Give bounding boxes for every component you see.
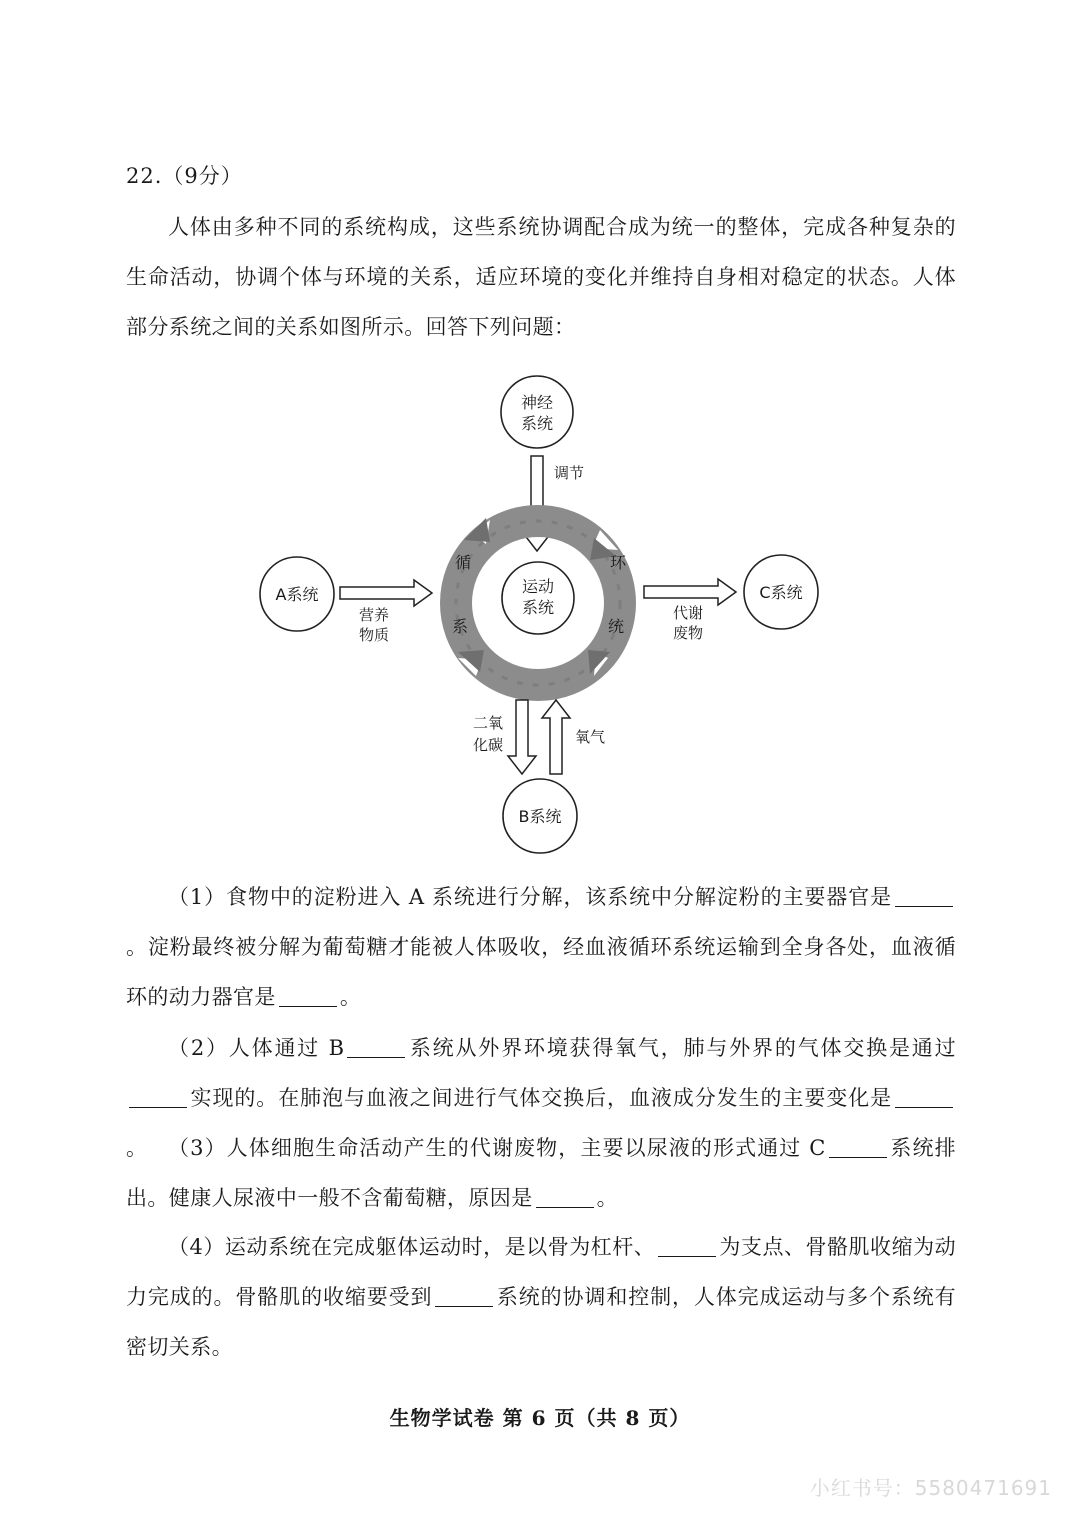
nervous-system-label-line1: 神经: [520, 393, 554, 412]
sub-question-3: [126, 1123, 956, 1223]
answer-blank[interactable]: [347, 1036, 405, 1058]
q1-text-a: （1）食物中的淀粉进入 A 系统进行分解，该系统中分解淀粉的主要器官是: [168, 885, 892, 909]
motor-system-label-line2: 系统: [521, 598, 555, 617]
regulate-label: 调节: [554, 464, 585, 482]
q3-text-b: 系统排出。健康人尿液中一般不含葡萄糖，原因是: [126, 1136, 956, 1210]
nervous-system-label-line2: 系统: [520, 414, 554, 433]
question-intro: 人体由多种不同的系统构成，这些系统协调配合成为统一的整体，完成各种复杂的生命活动，协调个体与环境的关系，适应环境的变化并维持自身相对稳定的状态。人体部分系统之间的关系如图所示。回答下列问题：: [126, 215, 956, 339]
sub-question-4: [126, 1222, 956, 1372]
answer-blank[interactable]: [829, 1136, 887, 1158]
oxygen-label: 氧气: [575, 728, 606, 746]
answer-blank[interactable]: [895, 1086, 953, 1108]
waste-label-line1: 代谢: [672, 604, 704, 622]
q4-text-c: 系统的协调和控制，人体完成运动与多个系统有密切关系。: [126, 1285, 956, 1359]
ring-char-1: 循: [454, 553, 472, 572]
nervous-system-circle: [501, 376, 573, 448]
q4-text-a: （4）运动系统在完成躯体运动时，是以骨为杠杆、: [168, 1235, 656, 1259]
answer-blank[interactable]: [536, 1186, 594, 1208]
ring-char-2: 环: [609, 553, 627, 572]
ring-char-4: 统: [607, 617, 625, 636]
nutrients-arrow: [340, 580, 432, 606]
answer-blank[interactable]: [279, 985, 337, 1007]
q2-text-a: （2）人体通过 B: [168, 1036, 345, 1060]
c-system-label: C系统: [759, 583, 803, 602]
watermark: 小红书号：5580471691: [809, 1476, 1052, 1500]
body-systems-diagram: [250, 370, 850, 860]
motor-system-label-line1: 运动: [521, 577, 555, 596]
nutrients-label-line2: 物质: [358, 626, 390, 644]
sub-question-1: [126, 872, 956, 1022]
answer-blank[interactable]: [658, 1235, 716, 1257]
oxygen-arrow: [542, 700, 570, 774]
q2-text-b: 系统从外界环境获得氧气，肺与外界的气体交换是通过: [408, 1036, 956, 1060]
a-system-label: A系统: [275, 585, 319, 604]
q2-text-d: 。: [126, 1136, 148, 1160]
co2-label-line1: 二氧: [472, 714, 504, 732]
q3-text-c: 。: [596, 1186, 619, 1210]
q1-text-c: 。: [339, 985, 362, 1009]
b-system-label: B系统: [518, 807, 562, 826]
q2-text-c: 实现的。在肺泡与血液之间进行气体交换后，血液成分发生的主要变化是: [190, 1086, 892, 1110]
co2-arrow: [508, 700, 536, 774]
waste-arrow: [644, 579, 736, 605]
q3-text-a: （3）人体细胞生命活动产生的代谢废物，主要以尿液的形式通过 C: [168, 1136, 826, 1160]
q1-text-b: 。淀粉最终被分解为葡萄糖才能被人体吸收，经血液循环系统运输到全身各处，血液循环的动力器官是: [126, 935, 956, 1009]
co2-label-line2: 化碳: [472, 736, 504, 754]
q4-text-b: 为支点、骨骼肌收缩为动力完成的。骨骼肌的收缩要受到: [126, 1235, 957, 1309]
nutrients-label-line1: 营养: [358, 606, 390, 624]
answer-blank[interactable]: [435, 1285, 493, 1307]
answer-blank[interactable]: [129, 1086, 187, 1108]
waste-label-line2: 废物: [672, 624, 704, 642]
ring-char-3: 系: [451, 617, 469, 636]
question-number: 22.（9分）: [126, 164, 243, 188]
page-footer: 生物学试卷 第 6 页（共 8 页）: [389, 1406, 691, 1430]
answer-blank[interactable]: [895, 885, 953, 907]
